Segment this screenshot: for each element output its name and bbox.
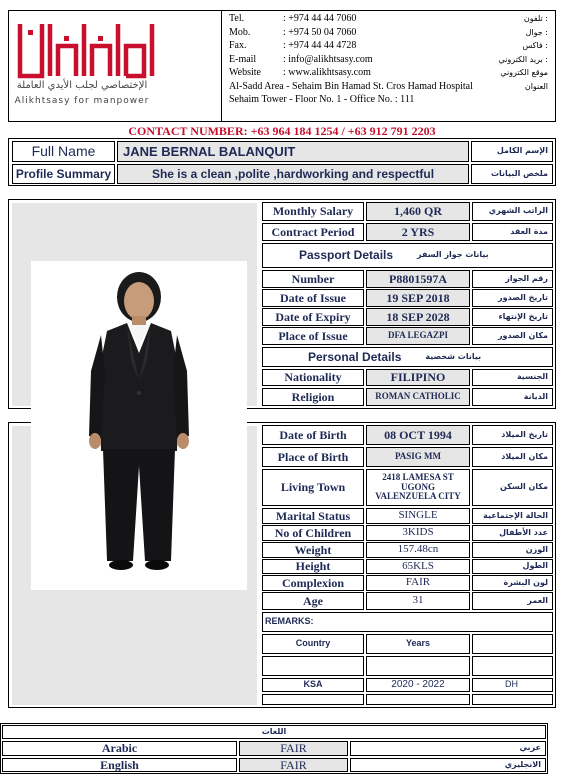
contact-mob-value: : +974 50 04 7060 [283,27,357,38]
monthly-salary-value: 1,460 QR [366,202,470,221]
passport-number-value: P8801597A [366,270,470,288]
place-of-issue-ar: مكان الصدور [472,327,553,345]
personal-details-header [262,347,553,367]
religion-ar: الديانة [472,388,553,406]
nationality-value: FILIPINO [366,369,470,386]
date-of-expiry-value: 18 SEP 2028 [366,308,470,326]
logo-arabic-tagline: الإختصاصي لجلب الأيدي العاملة [16,80,148,91]
contact-website-value[interactable]: : www.alikhtsasy.com [283,67,371,78]
contact-website-ar: موقع الكتروني [500,68,548,77]
date-of-issue-label: Date of Issue [262,289,364,307]
marital-status-label: Marital Status [262,508,364,524]
contact-tel-value: : +974 44 44 7060 [283,13,357,24]
living-town-ar: مكان السكن [472,469,553,506]
exp-row-position: DH [472,678,553,692]
no-of-children-label: No of Children [262,525,364,541]
languages-title-ar: اللغات [261,726,287,736]
exp-header-country: Country [262,634,364,654]
contact-number-banner: CONTACT NUMBER: +63 964 184 1254 / +63 912 791 2203 [128,124,436,138]
contact-tel-label: Tel. [229,13,245,24]
place-of-issue-label: Place of Issue [262,327,364,345]
header-divider [221,10,222,122]
contact-email-value[interactable]: : info@alikhtsasy.com [283,54,373,65]
complexion-value: FAIR [366,575,470,591]
remarks-box [262,612,553,632]
passport-details-title-ar: بيانات جواز السفر [417,250,489,260]
date-of-birth-value: 08 OCT 1994 [366,425,470,445]
contract-period-value: 2 YRS [366,223,470,241]
exp-empty-position-2 [472,694,553,705]
no-of-children-value: 3KIDS [366,525,470,541]
place-of-birth-label: Place of Birth [262,447,364,467]
exp-empty-country-2 [262,694,364,705]
contact-email-ar: بريد الكتروني : [498,55,548,64]
contract-period-ar: مدة العقد [472,223,553,241]
exp-row-country: KSA [262,678,364,692]
height-ar: الطول [472,559,553,574]
contact-fax-label: Fax. [229,40,247,51]
date-of-issue-ar: تاريخ الصدور [472,289,553,307]
nationality-label: Nationality [262,369,364,386]
contact-fax-ar: فاكس : [522,41,548,50]
language-english-level: FAIR [239,758,348,772]
language-english-name: English [2,758,237,772]
date-of-birth-label: Date of Birth [262,425,364,445]
height-label: Height [262,559,364,574]
monthly-salary-label: Monthly Salary [262,202,364,221]
passport-details-header [262,243,553,268]
full-name-ar: الإسم الكامل [471,141,553,162]
candidate-photo [31,261,247,590]
language-arabic-level: FAIR [239,741,348,756]
profile-summary-label: Profile Summary [12,164,115,184]
passport-number-label: Number [262,270,364,288]
personal-details-title-ar: بيانات شخصية [425,351,482,361]
marital-status-ar: الحالة الإجتماعية [472,508,553,524]
contact-email-label: E-mail [229,54,257,65]
nationality-ar: الجنسية [472,369,553,386]
full-name-value: JANE BERNAL BALANQUIT [117,141,469,162]
language-arabic-ar: عربي [350,741,546,756]
complexion-label: Complexion [262,575,364,591]
no-of-children-ar: عدد الأطفال [472,525,553,541]
exp-empty-years-2 [366,694,470,705]
age-value: 31 [366,592,470,610]
contact-fax-value: : +974 44 44 4728 [283,40,357,51]
languages-title [2,725,546,739]
candidate-figure [31,261,247,590]
religion-label: Religion [262,388,364,406]
date-of-expiry-label: Date of Expiry [262,308,364,326]
exp-header-years: Years [366,634,470,654]
height-value: 65KLS [366,559,470,574]
complexion-ar: لون البشرة [472,575,553,591]
language-arabic-name: Arabic [2,741,237,756]
date-of-expiry-ar: تاريخ الإنتهاء [472,308,553,326]
weight-label: Weight [262,542,364,558]
passport-details-title: Passport Details [299,248,394,263]
living-town-label: Living Town [262,469,364,506]
religion-value: ROMAN CATHOLIC [366,388,470,406]
exp-empty-position [472,656,553,676]
weight-ar: الوزن [472,542,553,558]
contact-tel-ar: تلفون : [523,14,548,23]
address-line-1: Al-Sadd Area - Sehaim Bin Hamad St. Cros Hamad Hospital [229,81,473,92]
weight-value: 157.48cn [366,542,470,558]
address-line-2: Sehaim Tower - Floor No. 1 - Office No. : 111 [229,94,415,105]
contact-website-label: Website [229,67,261,78]
contact-mob-label: Mob. [229,27,251,38]
address-ar: العنوان [524,82,548,91]
monthly-salary-ar: الراتب الشهري [472,202,553,221]
exp-empty-country [262,656,364,676]
logo-english-tagline: Alikhtsasy for manpower [14,96,150,106]
living-town-value: 2418 LAMESA ST UGONG VALENZUELA CITY [366,469,470,506]
contact-mob-ar: جوال : [525,28,548,37]
profile-summary-value: She is a clean ,polite ,hardworking and respectful [117,164,469,184]
date-of-birth-ar: تاريخ الميلاد [472,425,553,445]
full-name-label: Full Name [12,141,115,162]
age-ar: العمر [472,592,553,610]
personal-details-title: Personal Details [308,349,402,364]
profile-summary-ar: ملخص البيانات [471,164,553,184]
exp-empty-years [366,656,470,676]
date-of-issue-value: 19 SEP 2018 [366,289,470,307]
place-of-issue-value: DFA LEGAZPI [366,327,470,345]
company-logo [12,16,216,116]
age-label: Age [262,592,364,610]
place-of-birth-value: PASIG MM [366,447,470,467]
remarks-label: REMARKS: [265,616,314,627]
exp-header-position [472,634,553,654]
passport-number-ar: رقم الجواز [472,270,553,288]
marital-status-value: SINGLE [366,508,470,524]
language-english-ar: الانجليزي [350,758,546,772]
exp-row-years: 2020 - 2022 [366,678,470,692]
place-of-birth-ar: مكان الميلاد [472,447,553,467]
contract-period-label: Contract Period [262,223,364,241]
